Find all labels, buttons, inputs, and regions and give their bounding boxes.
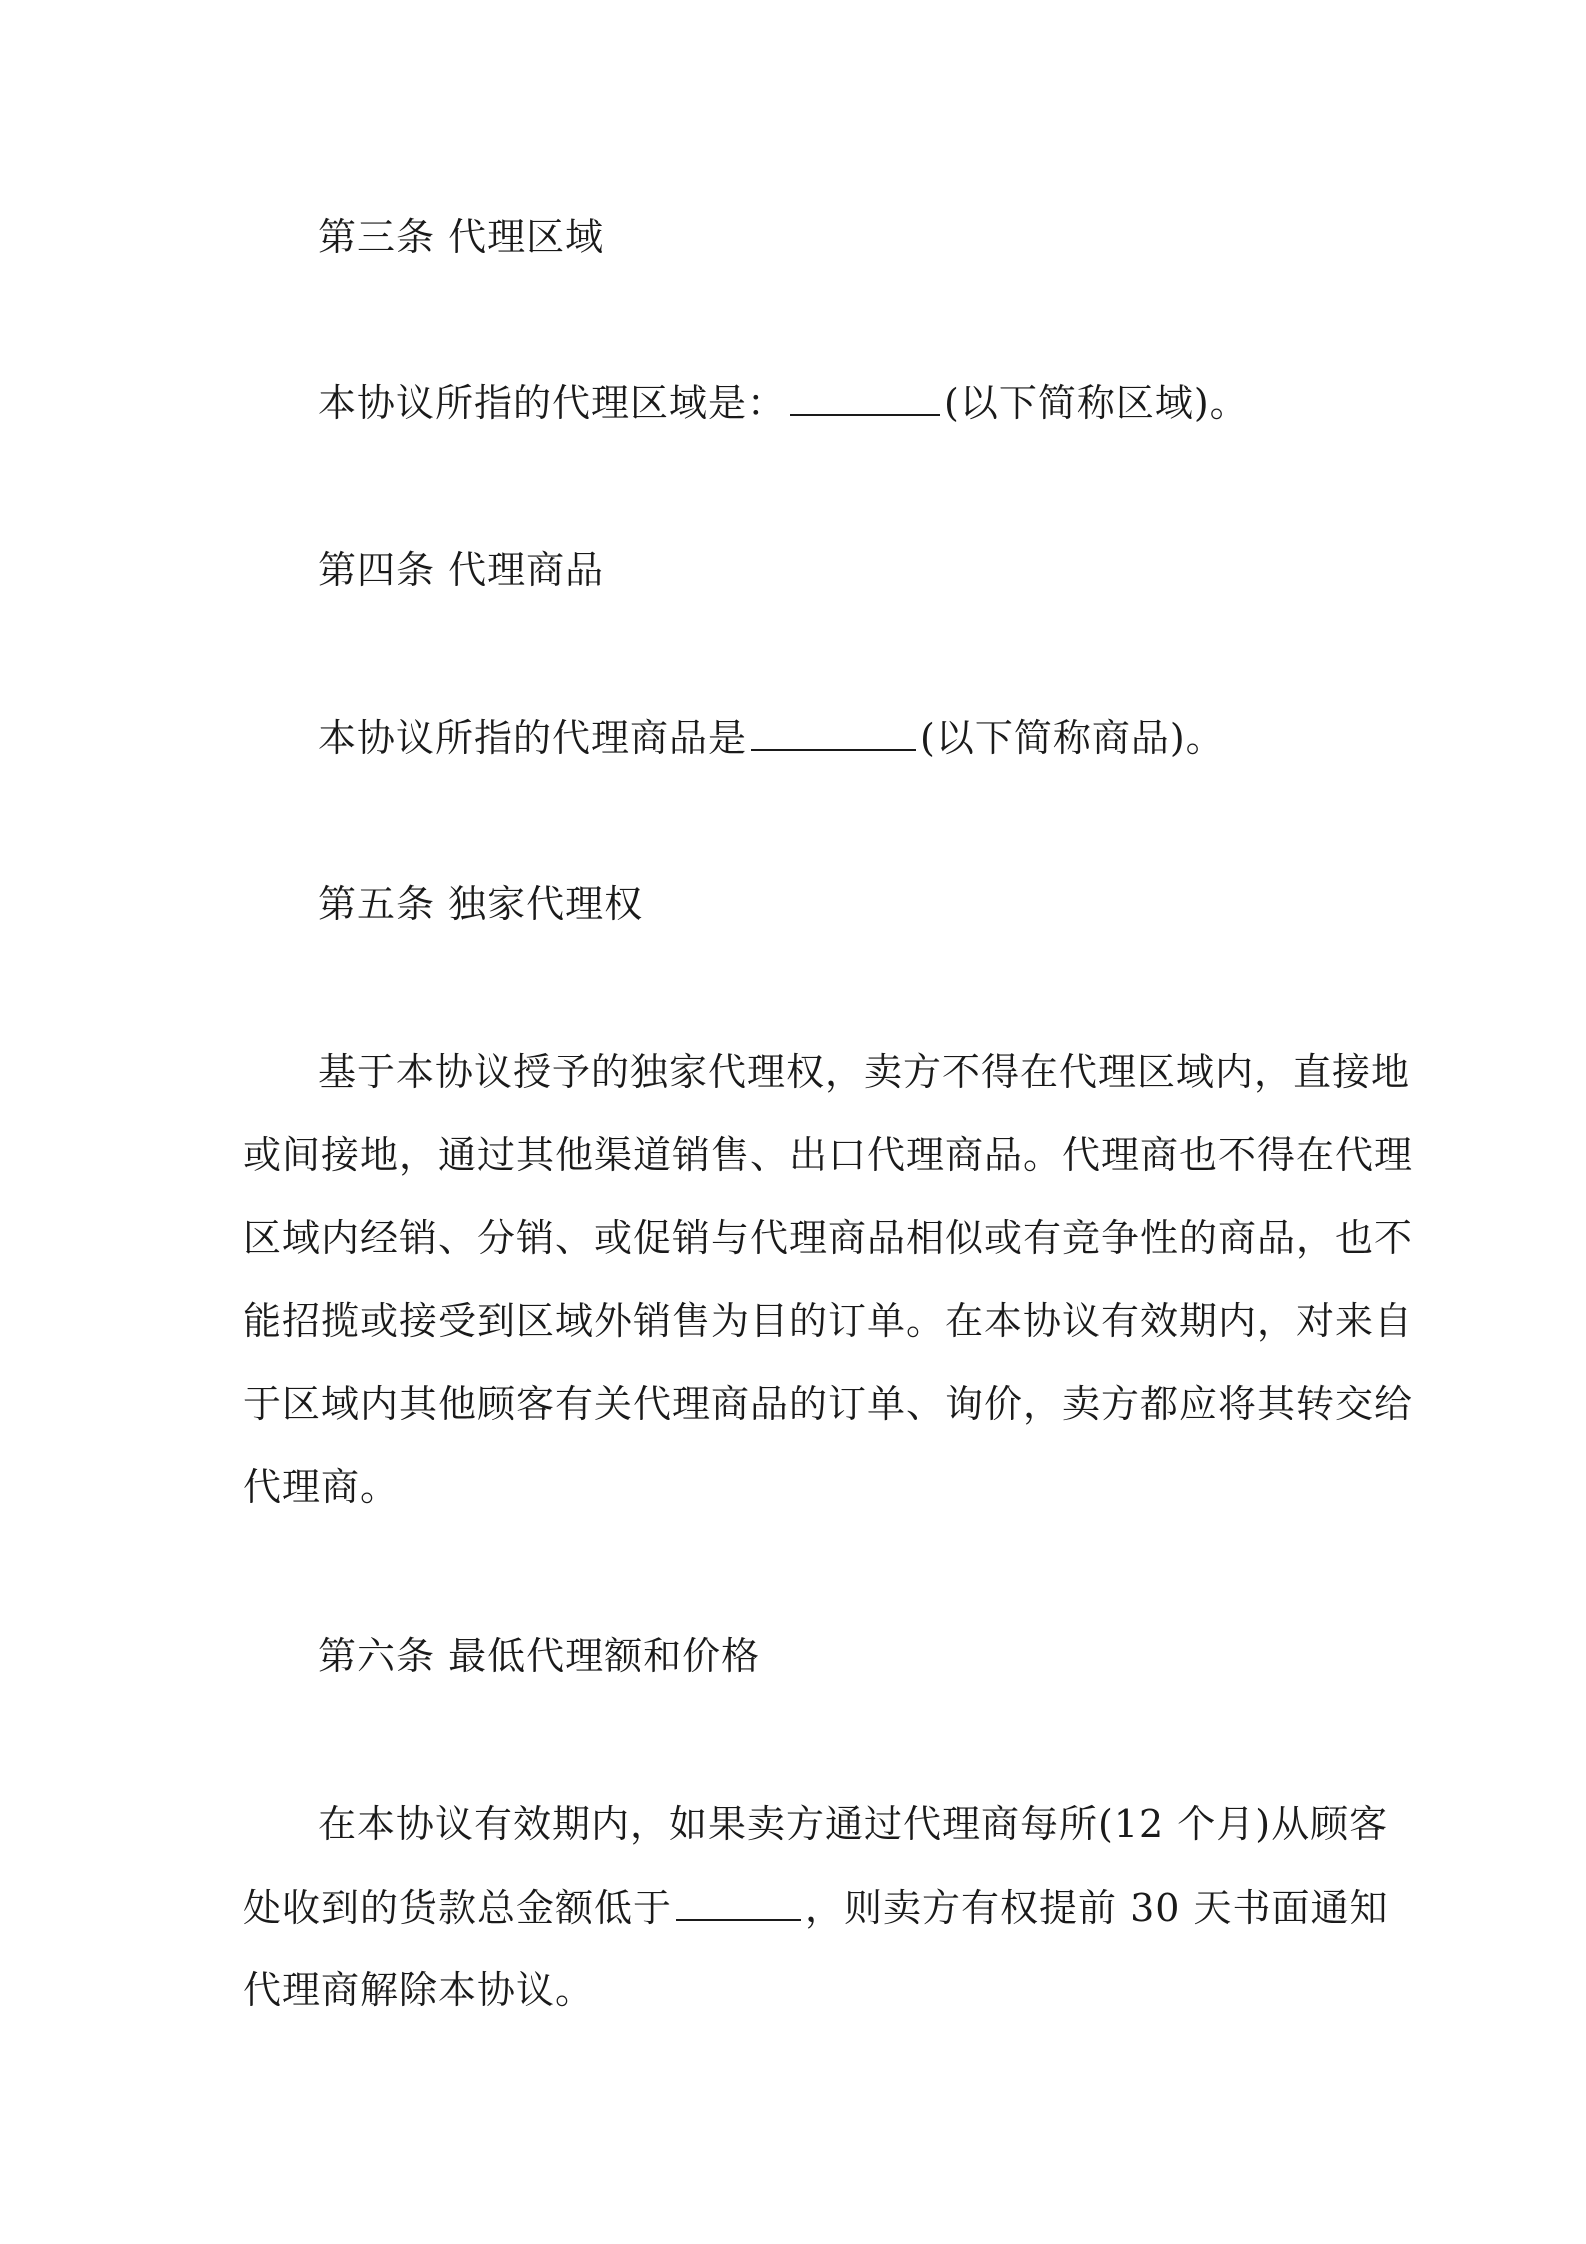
- article-6-line-1: 在本协议有效期内，如果卖方通过代理商每所(12 个月)从顾客: [318, 1802, 1389, 1846]
- article-4-heading: 第四条 代理商品: [318, 548, 605, 592]
- article-5-line-3: 区域内经销、分销、或促销与代理商品相似或有竞争性的商品，也不: [243, 1216, 1414, 1260]
- article-5-line-1: 基于本协议授予的独家代理权，卖方不得在代理区域内，直接地: [318, 1050, 1411, 1094]
- article-6-line-2-before: 处收到的货款总金额低于: [243, 1886, 673, 1930]
- article-5-line-4: 能招揽或接受到区域外销售为目的订单。在本协议有效期内，对来自: [243, 1299, 1414, 1343]
- article-6-heading: 第六条 最低代理额和价格: [318, 1634, 761, 1678]
- article-5-heading: 第五条 独家代理权: [318, 882, 644, 926]
- article-3-paragraph: [318, 380, 1249, 425]
- article-3-heading: 第三条 代理区域: [318, 215, 605, 259]
- article-5-line-5: 于区域内其他顾客有关代理商品的订单、询价，卖方都应将其转交给: [243, 1382, 1414, 1426]
- article-6-line-2-after: ，则卖方有权提前 30 天书面通知: [805, 1886, 1389, 1930]
- article-5-line-2: 或间接地，通过其他渠道销售、出口代理商品。代理商也不得在代理: [243, 1133, 1414, 1177]
- article-6-line-3: 代理商解除本协议。: [243, 1968, 595, 2012]
- goods-blank: [751, 715, 916, 751]
- article-6-line-2: [243, 1885, 1389, 1930]
- article-3-text-before: 本协议所指的代理区域是：: [318, 381, 787, 425]
- article-4-text-before: 本协议所指的代理商品是: [318, 716, 748, 760]
- article-5-line-6: 代理商。: [243, 1465, 400, 1509]
- amount-blank: [676, 1885, 801, 1921]
- article-3-text-after: (以下简称区域)。: [944, 381, 1249, 425]
- article-4-paragraph: [318, 715, 1225, 760]
- article-4-text-after: (以下简称商品)。: [920, 716, 1225, 760]
- region-blank: [790, 380, 940, 416]
